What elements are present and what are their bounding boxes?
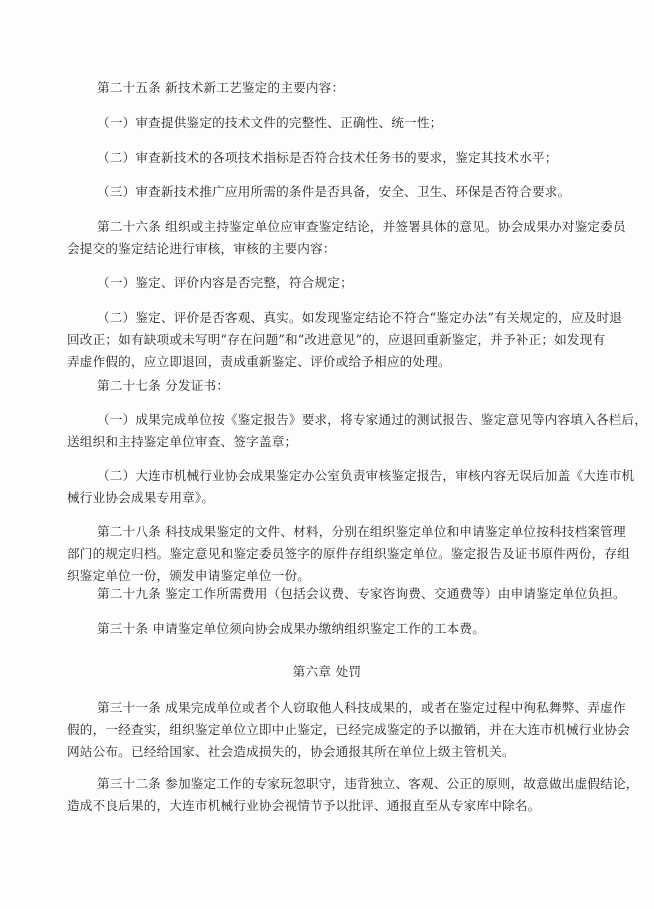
document-page: 第二十五条 新技术新工艺鉴定的主要内容： （一）审查提供鉴定的技术文件的完整性、正确性、统一性； （二）审查新技术的各项技术指标是否符合技术任务书的要求，鉴定其技术水平； （三）审查新技术推广应用所需的条件是否具备，安全、卫生、环保是否符合要求。 第二十六条 组织或主持鉴定单位应审查鉴定结论，并签署具体的意见。协会成果办对鉴定委员 会提交的鉴定结论进行审核，审核的主要内容： （一）鉴定、评价内容是否完整，符合规定； （二）鉴定、评价是否客观、真实。如发现鉴定结论不符合“鉴定办法”有关规定的，应及时退 回改正；如有缺项或未写明“存在问题”和“改进意见”的，应退回重新鉴定，并予补正；如发现有 弄虚作假的，应立即退回，责成重新鉴定、评价或给予相应的处理。 第二十七条 分发证书： （一）成果完成单位按《鉴定报告》要求，将专家通过的测试报告、鉴定意见等内容填入各栏后， 送组织和主持鉴定单位审查、签字盖章； （二）大连市机械行业协会成果鉴定办公室负责审核鉴定报告，审核内容无误后加盖《大连市机 械行业协会成果专用章》。 第二十八条 科技成果鉴定的文件、材料，分别在组织鉴定单位和申请鉴定单位按科技档案管理 部门的规定归档。鉴定意见和鉴定委员签字的原件存组织鉴定单位。鉴定报告及证书原件两份，存组 织鉴定单位一份，颁发申请鉴定单位一份。 第二十九条 鉴定工作所需费用（包括会议费、专家咨询费、交通费等）由申请鉴定单位负担。 第三十条 申请鉴定单位须向协会成果办缴纳组织鉴定工作的工本费。 第六章 处罚 第三十一条 成果完成单位或者个人窃取他人科技成果的，或者在鉴定过程中徇私舞弊、弄虚作 假的，一经查实，组织鉴定单位立即中止鉴定，已经完成鉴定的予以撤销，并在大连市机械行业协会 网站公布。已经给国家、社会造成损失的，协会通报其所在单位上级主管机关。 第三十二条 参加鉴定工作的专家玩忽职守，违背独立、客观、公正的原则，故意做出虚假结论， 造成不良后果的，大连市机械行业协会视情节予以批评、通报直至从专家库中除名。 [0, 0, 654, 909]
chapter-6-heading: 第六章 处罚 [292, 664, 362, 679]
article-25-title: 第二十五条 新技术新工艺鉴定的主要内容： [97, 80, 345, 95]
